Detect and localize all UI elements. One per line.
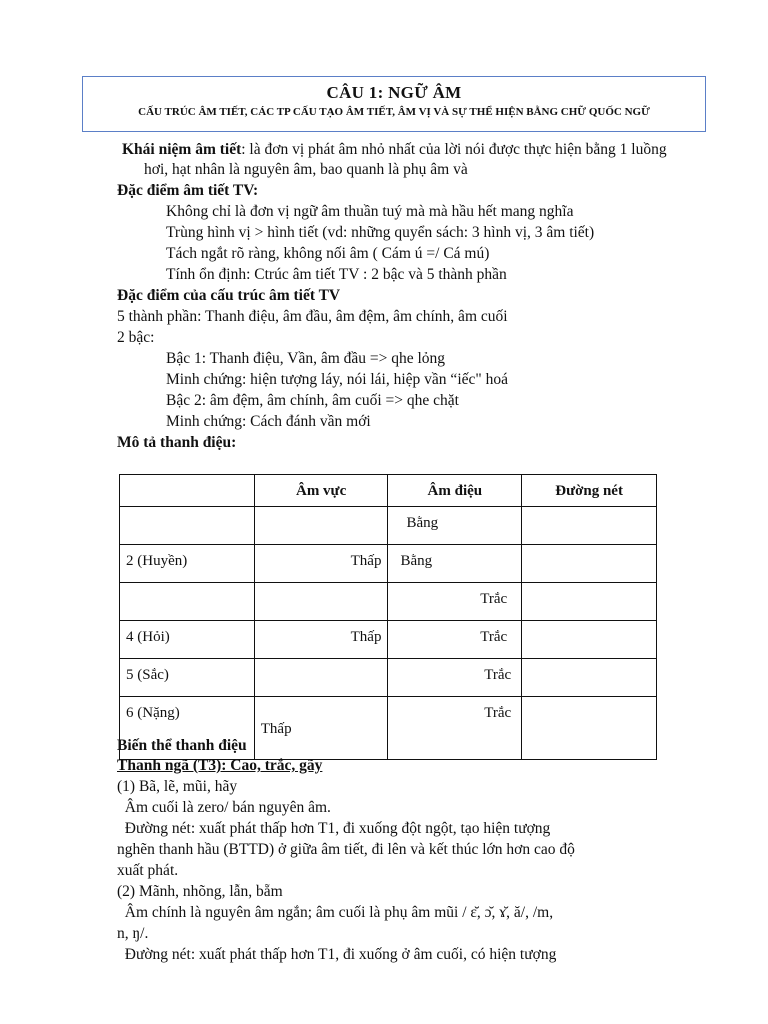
table-cell [522, 697, 657, 760]
table-cell: Bằng [388, 507, 522, 545]
intro-line [122, 140, 667, 160]
table-row [120, 583, 657, 621]
tone-table [119, 474, 657, 760]
structure-level-item: Bậc 1: Thanh điệu, Vần, âm đầu => qhe lỏng [166, 350, 446, 367]
feature-item: Tách ngắt rõ ràng, không nối âm ( Cám ú =/ Cá mú) [166, 245, 490, 262]
table-cell [120, 507, 255, 545]
table-cell [254, 583, 388, 621]
table-cell: Thấp [254, 697, 388, 760]
table-cell: 5 (Sắc) [120, 659, 255, 697]
table-cell: Thấp [254, 545, 388, 583]
variants-heading: Biến thể thanh điệu [117, 737, 247, 754]
tone-heading: Mô tả thanh điệu: [117, 434, 237, 451]
variant-line: Âm cuối là zero/ bán nguyên âm. [117, 799, 331, 816]
table-cell: 4 (Hỏi) [120, 621, 255, 659]
table-header-cell: Âm điệu [388, 475, 522, 507]
table-cell: 6 (Nặng) [120, 697, 255, 760]
table-header-cell [120, 475, 255, 507]
table-cell: 2 (Huyền) [120, 545, 255, 583]
features-heading: Đặc điểm âm tiết TV: [117, 182, 259, 199]
table-cell [522, 621, 657, 659]
table-header-cell: Âm vực [254, 475, 388, 507]
table-cell: Trắc [388, 697, 522, 760]
table-row [120, 621, 657, 659]
table-cell [254, 507, 388, 545]
structure-level-item: Bậc 2: âm đệm, âm chính, âm cuối => qhe chặt [166, 392, 459, 409]
intro-definition-cont: hơi, hạt nhân là nguyên âm, bao quanh là phụ âm và [144, 161, 468, 178]
structure-levels-label: 2 bậc: [117, 329, 155, 346]
table-cell: Trắc [388, 583, 522, 621]
table-row [120, 659, 657, 697]
table-cell: Bằng [388, 545, 522, 583]
page-subtitle: CẤU TRÚC ÂM TIẾT, CÁC TP CẤU TẠO ÂM TIẾT, ÂM VỊ VÀ SỰ THỂ HIỆN BẰNG CHỮ QUỐC NGỮ [138, 106, 650, 118]
variant-line: n, ŋ/. [117, 925, 149, 942]
page-title: CÂU 1: NGỮ ÂM [326, 83, 462, 102]
table-cell: Trắc [388, 621, 522, 659]
variant-line: (1) Bã, lẽ, mũi, hãy [117, 778, 238, 795]
table-cell [522, 507, 657, 545]
table-header-row [120, 475, 657, 507]
feature-item: Tính ổn định: Ctrúc âm tiết TV : 2 bậc và 5 thành phần [166, 266, 507, 283]
table-cell [254, 659, 388, 697]
feature-item: Không chỉ là đơn vị ngữ âm thuần tuý mà mà hầu hết mang nghĩa [166, 203, 574, 220]
intro-term: Khái niệm âm tiết [122, 141, 242, 158]
structure-heading: Đặc điểm của cấu trúc âm tiết TV [117, 287, 341, 304]
table-cell: Thấp [254, 621, 388, 659]
table-header-cell: Đường nét [522, 475, 657, 507]
table-cell [120, 583, 255, 621]
variant-line: (2) Mãnh, nhõng, lẫn, bẵm [117, 883, 283, 900]
variant-line: xuất phát. [117, 862, 179, 879]
variants-subheading: Thanh ngã (T3): Cao, trắc, gãy [117, 757, 323, 774]
variant-line: Âm chính là nguyên âm ngắn; âm cuối là phụ âm mũi / ɛ̆, ɔ̆, ɤ̆, ă/, /m, [117, 904, 554, 921]
structure-level-item: Minh chứng: hiện tượng láy, nói lái, hiệp vần “iếc" hoá [166, 371, 508, 388]
intro-definition: : là đơn vị phát âm nhỏ nhất của lời nói được thực hiện bằng 1 luồng [241, 141, 667, 158]
variant-line: nghẽn thanh hầu (BTTD) ở giữa âm tiết, đi lên và kết thúc lớn hơn cao độ [117, 841, 575, 858]
table-cell [522, 583, 657, 621]
title-box [82, 76, 706, 132]
table-cell: Trắc [388, 659, 522, 697]
table-row [120, 507, 657, 545]
variant-line: Đường nét: xuất phát thấp hơn T1, đi xuống đột ngột, tạo hiện tượng [117, 820, 551, 837]
table-cell [522, 545, 657, 583]
structure-level-item: Minh chứng: Cách đánh vần mới [166, 413, 371, 430]
table-row [120, 545, 657, 583]
feature-item: Trùng hình vị > hình tiết (vd: những quyển sách: 3 hình vị, 3 âm tiết) [166, 224, 595, 241]
table-cell [522, 659, 657, 697]
structure-components: 5 thành phần: Thanh điệu, âm đầu, âm đệm, âm chính, âm cuối [117, 308, 508, 325]
variant-line: Đường nét: xuất phát thấp hơn T1, đi xuống ở âm cuối, có hiện tượng [117, 946, 557, 963]
